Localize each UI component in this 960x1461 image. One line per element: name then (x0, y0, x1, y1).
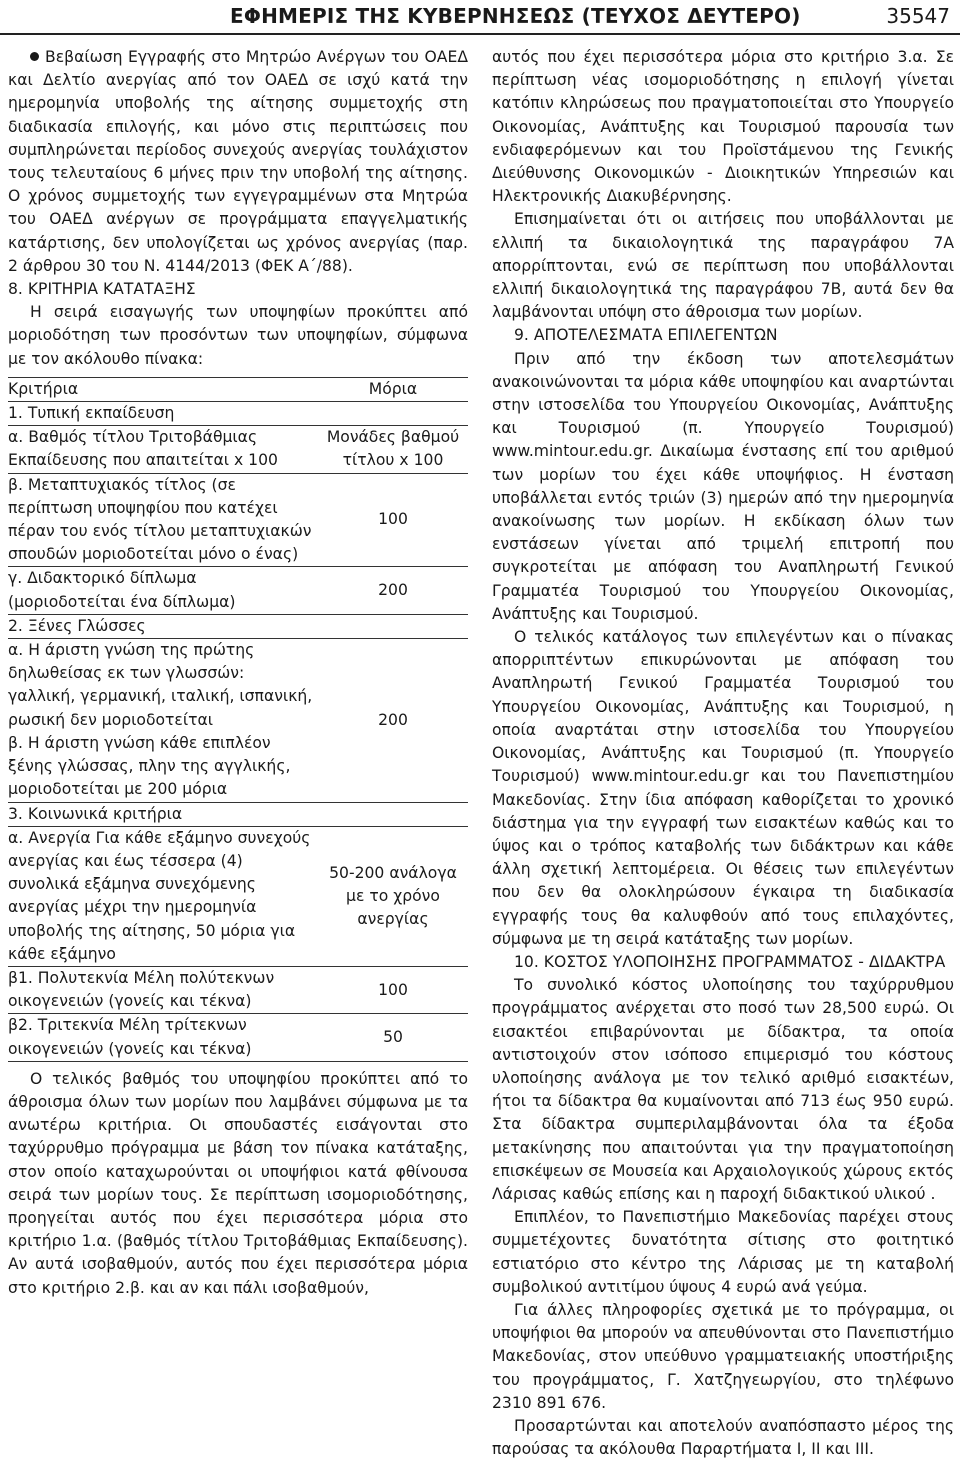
table-cell-points (318, 732, 468, 802)
table-row (8, 966, 468, 1013)
final-list-paragraph: Ο τελικός κατάλογος των επιλεγέντων και ο πίνακας απορριπτέντων επικυρώνονται με απόφαση του Αναπληρωτή Γενικού Γραμματέα Τουρισμού του Υπουργείου Οικονομίας, Ανάπτυξης και Τουρισμού, η οποία αναρτάται στην ιστοσελίδα του Υπουργείου Οικονομίας, Ανάπτυξης και Τουρισμού (π. Υπουργείο Τουρισμού) www.mintour.edu.gr και του Πανεπιστημίου Μακεδονίας. Στην ίδια απόφαση καθορίζεται το χρονικό διάστημα για την εγγραφή των εισακτέων καθώς και το ύψος και ο τρόπος καταβολής των διδάκτρων και κάθε άλλη σχετική λεπτομέρεια. Οι θέσεις των επιλεγέντων που δεν θα ολοκληρώσουν έγκαιρα τη διαδικασία εγγραφής τους θα καλυφθούν από τους επιλαχόντες, σύμφωνα με τη σειρά κατάταξης των μορίων. (492, 628, 954, 948)
table-row (8, 802, 468, 826)
table-cell-criterion: α. Βαθμός τίτλου Τριτοβάθμιας Εκπαίδευσης που απαιτείται x 100 (8, 428, 278, 470)
annexes-paragraph: Προσαρτώνται και αποτελούν αναπόσπαστο μέρος της παρούσας τα ακόλουθα Παραρτήματα Ι, ΙΙ και ΙΙΙ. (492, 1416, 954, 1459)
results-paragraph: Πριν από την έκδοση των αποτελεσμάτων ανακοινώνονται τα μόρια κάθε υποψηφίου και αναρτώνται στην ιστοσελίδα του Υπουργείου Οικονομίας, Ανάπτυξης και Τουρισμού (π. Υπουργείο Τουρισμού) www.mintour.edu.gr. Δικαίωμα ένστασης επί του αριθμού των μορίων του έχει κάθε υποψήφιος. Η ένσταση υποβάλλεται εντός τριών (3) ημερών από την ημερομηνία ανακοίνωσης των μορίων. Η εκδίκαση όλων των ενστάσεων γίνεται από τριμελή επιτροπή που συγκροτείται με απόφαση του Αναπληρωτή Γενικού Γραμματέα Τουρισμού του Υπουργείου Οικονομίας, Ανάπτυξης και Τουρισμού. (492, 349, 954, 623)
table-cell-criterion: β. Μεταπτυχιακός τίτλος (σε περίπτωση υποψηφίου που κατέχει πέραν του ενός τίτλου μεταπτυχιακών σπουδών μοριοδοτείται μόνο ο ένας) (8, 475, 312, 564)
table-row (8, 732, 468, 802)
section-9-heading: 9. ΑΠΟΤΕΛΕΣΜΑΤΑ ΕΠΙΛΕΓΕΝΤΩΝ (514, 326, 778, 345)
bullet-paragraph (8, 46, 468, 278)
contact-paragraph: Για άλλες πληροφορίες σχετικά με το πρόγραμμα, οι υποψήφιοι θα μπορούν να απευθύνονται στο Πανεπιστήμιο Μακεδονίας, στον υπεύθυνο γραμματειακής υποστήριξης του προγράμματος, Γ. Χατζηγεωργίου, στο τηλέφωνο 2310 891 676. (492, 1300, 954, 1412)
table-cell-points: 100 (378, 980, 408, 999)
criteria-table (8, 377, 468, 1062)
table-header-criteria: Κριτήρια (8, 379, 79, 398)
header-rule (0, 33, 960, 35)
table-cell-points: 50 (383, 1027, 403, 1046)
table-cell-criterion: 3. Κοινωνικά κριτήρια (8, 804, 183, 823)
table-cell-criterion: 2. Ξένες Γλώσσες (8, 616, 146, 635)
table-row (8, 567, 468, 614)
section-8-heading: 8. ΚΡΙΤΗΡΙΑ ΚΑΤΑΤΑΞΗΣ (8, 280, 196, 299)
bullet-icon (30, 52, 39, 61)
right-column (492, 46, 954, 1461)
table-row (8, 1014, 468, 1061)
meals-paragraph: Επιπλέον, το Πανεπιστήμιο Μακεδονίας παρέχει στους συμμετέχοντες δυνατότητα σίτισης στο φοιτητικό εστιατόριο στο κέντρο της Λάρισας με τη καταβολή συμβολικού αντιτίμου ύψους 4 ευρώ ανά γεύμα. (492, 1208, 954, 1296)
table-cell-points (318, 402, 468, 426)
page-header (0, 0, 960, 36)
bullet-text: Βεβαίωση Εγγραφής στο Μητρώο Ανέργων του ΟΑΕΔ και Δελτίο ανεργίας από τον ΟΑΕΔ σε ισχύ κατά την ημερομηνία υποβολής της αίτησης συμμετοχής στη διαδικασία επιλογής, και μόνο στις περιπτώσεις που συμπληρώνεται περίοδος συνεχούς ανεργίας τουλάχιστον τους τελευταίους 6 μήνες πριν την υποβολή της αίτησης. Ο χρόνος συμμετοχής των εγγεγραμμένων στα Μητρώα του ΟΑΕΔ ανέργων σε προγράμματα επαγγελματικής κατάρτισης, δεν υπολογίζεται ως χρόνος ανεργίας (παρ. 2 άρθρου 30 του Ν. 4144/2013 (ΦΕΚ Α΄/88). (8, 48, 468, 275)
section-8-intro: Η σειρά εισαγωγής των υποψηφίων προκύπτει από μοριοδότηση των προσόντων των υποψηφίων, σύμφωνα με τον ακόλουθο πίνακα: (8, 303, 468, 368)
table-cell-criterion: α. Ανεργία Για κάθε εξάμηνο συνεχούς ανεργίας και έως τέσσερα (4) συνολικά εξάμηνα συνεχόμενης ανεργίας μέχρι την ημερομηνία υποβολής της αίτησης, 50 μόρια για κάθε εξάμηνο (8, 828, 311, 963)
table-cell-points: 200 (378, 710, 408, 729)
table-cell-points: 100 (378, 510, 408, 529)
table-cell-points (318, 802, 468, 826)
page-number: 35547 (886, 4, 950, 28)
table-row (8, 614, 468, 638)
left-column (8, 46, 468, 1300)
tie-break-paragraph: αυτός που έχει περισσότερα μόρια στο κριτήριο 3.α. Σε περίπτωση νέας ισομοριοδότησης η επιλογή γίνεται κατόπιν κληρώσεως που πραγματοποιείται στο Υπουργείο Οικονομίας, Ανάπτυξης και Τουρισμού παρουσία των ενδιαφερόμενων και του Προϊστάμενου της Γενικής Διεύθυνσης Οικονομικών - Διοικητικών Υπηρεσιών και Ηλεκτρονικής Διακυβέρνησης. (492, 48, 954, 206)
table-cell-points: Μονάδες βαθμού τίτλου x 100 (326, 428, 460, 470)
table-cell-criterion: γ. Διδακτορικό δίπλωμα (μοριοδοτείται ένα δίπλωμα) (8, 569, 236, 611)
table-row (8, 402, 468, 426)
table-cell-criterion: α. Η άριστη γνώση της πρώτης δηλωθείσας εκ των γλωσσών: γαλλική, γερμανική, ιταλική, ισπανική, ρωσική δεν μοριοδοτείται (8, 641, 313, 729)
table-cell-points (318, 614, 468, 638)
table-row (8, 639, 468, 732)
gazette-title: ΕΦΗΜΕΡΙΣ ΤΗΣ ΚΥΒΕΡΝΗΣΕΩΣ (ΤΕΥΧΟΣ ΔΕΥΤΕΡΟ) (230, 4, 801, 28)
closing-paragraph: Ο τελικός βαθμός του υποψηφίου προκύπτει από το άθροισμα όλων των μορίων που λαμβάνει σύμφωνα με τα ανωτέρω κριτήρια. Οι σπουδαστές εισάγονται στο ταχύρρυθμο πρόγραμμα με βάση τον πίνακα κατάταξης, στον οποίο καταχωρούνται οι υποψήφιοι κατά φθίνουσα σειρά των μορίων τους. Σε περίπτωση ισομοριοδότησης, προηγείται αυτός που έχει περισσότερα μόρια στο κριτήριο 1.α. (βαθμός τίτλου Τριτοβάθμιας Εκπαίδευσης). Αν αυτά ισοβαθμούν, αυτός που έχει περισσότερα μόρια στο κριτήριο 2.β. και αν και πάλι ισοβαθμούν, (8, 1069, 468, 1297)
incomplete-docs-paragraph: Επισημαίνεται ότι οι αιτήσεις που υποβάλλονται με ελλιπή τα δικαιολογητικά της παραγράφου 7Α απορρίπτονται, ενώ σε περίπτωση που υποβάλλονται ελλιπή δικαιολογητικά της παραγράφου 7Β, αυτά δεν θα λαμβάνονται υπόψη στο άθροισμα των μορίων. (492, 210, 954, 322)
table-row (8, 473, 468, 567)
table-cell-points: 50-200 ανάλογα με το χρόνο ανεργίας (329, 863, 457, 928)
table-row (8, 426, 468, 473)
table-cell-criterion: β. Η άριστη γνώση κάθε επιπλέον ξένης γλώσσας, πλην της αγγλικής, μοριοδοτείται με 200 μόρια (8, 733, 291, 799)
table-cell-criterion: β1. Πολυτεκνία Μέλη πολύτεκνων οικογενειών (γονείς και τέκνα) (8, 968, 275, 1011)
section-10-heading: 10. ΚΟΣΤΟΣ ΥΛΟΠΟΙΗΣΗΣ ΠΡΟΓΡΑΜΜΑΤΟΣ - ΔΙΔΑΚΤΡΑ (514, 952, 946, 971)
table-cell-criterion: 1. Τυπική εκπαίδευση (8, 404, 175, 423)
table-cell-criterion: β2. Τριτεκνία Μέλη τρίτεκνων οικογενειών (γονείς και τέκνα) (8, 1016, 252, 1058)
table-row (8, 826, 468, 966)
cost-paragraph: Το συνολικό κόστος υλοποίησης του ταχύρρυθμου προγράμματος ανέρχεται στο ποσό των 28,500 ευρώ. Οι εισακτέοι επιβαρύνονται με δίδακτρα, τα οποία αντιστοιχούν στον ισόποσο επιμερισμό του κόστους υλοποίησης ανάλογα με τον τελικό αριθμό εισακτέων, ήτοι τα δίδακτρα θα κυμαίνονται από 713 έως 950 ευρώ. Στα δίδακτρα συμπεριλαμβάνονται όλα τα έξοδα μετακίνησης που απαιτούνται για την πραγματοποίηση επισκέψεων σε Μουσεία και Αρχαιολογικούς χώρους εκτός Λάρισας καθώς επίσης και η παροχή διδακτικού υλικού . (492, 976, 954, 1203)
table-cell-points: 200 (378, 581, 408, 600)
table-header-row (8, 377, 468, 401)
table-header-points: Μόρια (368, 379, 418, 398)
